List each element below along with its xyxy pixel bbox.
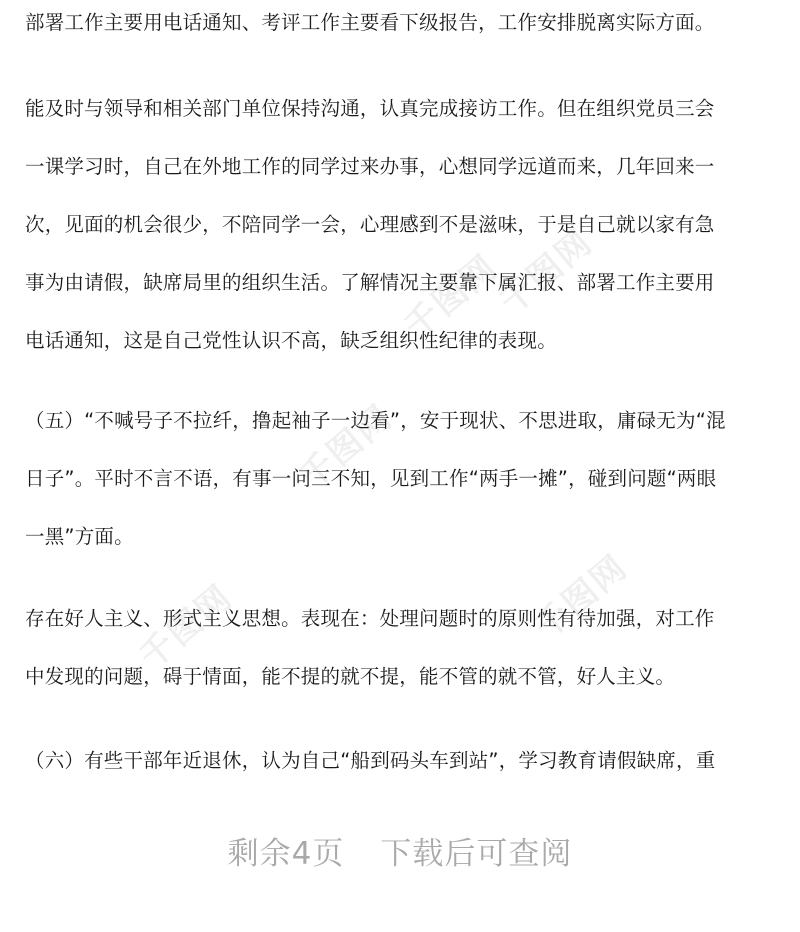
- paragraph: [25, 0, 777, 52]
- text-line: 次，见面的机会很少，不陪同学一会，心理感到不是滋味，于是自己就以家有急: [25, 213, 715, 236]
- text-line: 事为由请假，缺席局里的组织生活。了解情况主要靠下属汇报、部署工作主要用: [25, 271, 715, 294]
- text-line: 中发现的问题，碍于情面，能不提的就不提，能不管的就不管，好人主义。: [25, 665, 676, 688]
- watermark: 千图网: [397, 247, 506, 348]
- download-prompt[interactable]: [0, 828, 800, 873]
- text-line: 日子”。平时不言不语，有事一问三不知，见到工作“两手一摊”，碰到问题“两眼: [25, 467, 717, 490]
- text-line: 能及时与领导和相关部门单位保持沟通，认真完成接访工作。但在组织党员三会: [25, 97, 715, 120]
- text-line: （六）有些干部年近退休，认为自己“船到码头车到站”，学习教育请假缺席，重: [25, 749, 716, 772]
- text-line: 一课学习时，自己在外地工作的同学过来办事，心想同学远道而来，几年回来一: [25, 155, 715, 178]
- remaining-pages-label: 剩余4页: [227, 836, 345, 872]
- text-line: 电话通知，这是自己党性认识不高，缺乏组织性纪律的表现。: [25, 329, 557, 352]
- watermark: 千图网: [132, 577, 241, 678]
- paragraph: [25, 392, 777, 566]
- text-line: 一黑”方面。: [25, 525, 134, 548]
- text-line: （五）“不喊号子不拉纤，撸起袖子一边看”，安于现状、不思进取，庸碌无为“混: [25, 409, 726, 432]
- watermark: 千图网: [527, 547, 636, 648]
- paragraph: [25, 590, 777, 706]
- watermark: 千图网: [292, 397, 401, 498]
- paragraph: [25, 732, 777, 790]
- download-to-view-label: 下载后可查阅: [380, 836, 573, 872]
- text-line: 部署工作主要用电话通知、考评工作主要看下级报告，工作安排脱离实际方面。: [25, 11, 715, 34]
- watermark: 千图网: [492, 222, 601, 323]
- text-line: 存在好人主义、形式主义思想。表现在：处理问题时的原则性有待加强，对工作: [25, 607, 715, 630]
- paragraph: [25, 80, 777, 370]
